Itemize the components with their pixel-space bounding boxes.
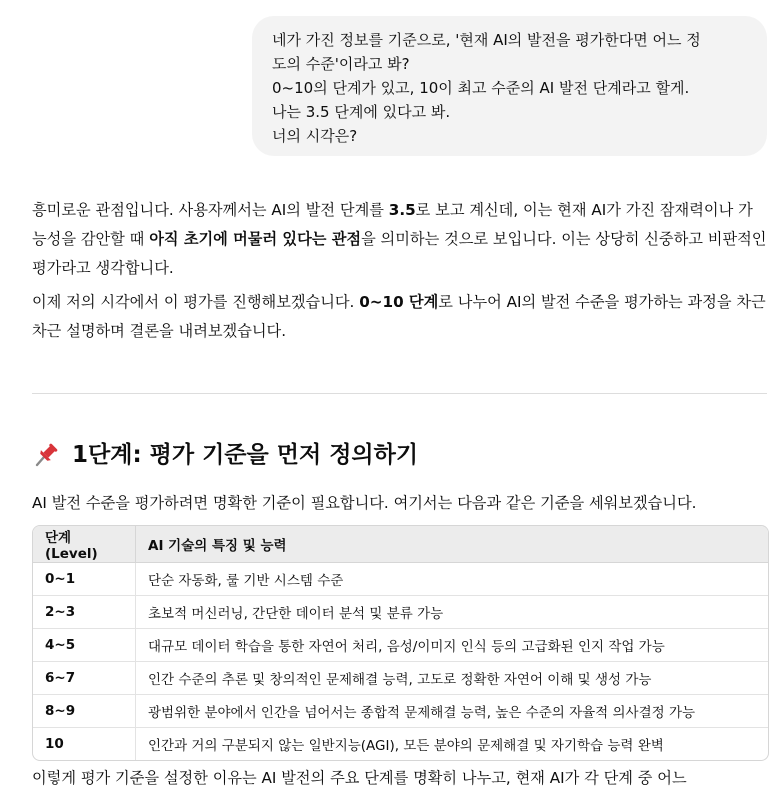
section-divider [32,393,767,394]
table-cell-description: 인간 수준의 추론 및 창의적인 문제해결 능력, 고도로 정확한 자연어 이해 및 생성 가능 [136,662,769,695]
user-message-line: 네가 가진 정보를 기준으로, '현재 AI의 발전을 평가한다면 어느 정 [272,31,701,49]
table-row [33,563,768,596]
table-row [33,662,768,695]
response-paragraph-1: 흥미로운 관점입니다. 사용자께서는 AI의 발전 단계를 3.5로 보고 계신데, 이는 현재 AI가 가진 잠재력이나 가능성을 감안할 때 아직 초기에 머물러 있다는 관점을 의미하는 것으로 보입니다. 이는 상당히 신중하고 비판적인 평가라고 생각합니다. [32,201,767,277]
table-intro-text: AI 발전 수준을 평가하려면 명확한 기준이 필요합니다. 여기서는 다음과 같은 기준을 세워보겠습니다. [32,494,697,512]
table-header-features: AI 기술의 특징 및 능력 [136,526,769,563]
table-cell-level: 10 [33,728,136,761]
table-row [33,695,768,728]
table-cell-description: 초보적 머신러닝, 간단한 데이터 분석 및 분류 가능 [136,596,769,629]
table-cell-level: 4~5 [33,629,136,662]
table-outro-text: 이렇게 평가 기준을 설정한 이유는 AI 발전의 주요 단계를 명확히 나누고, 현재 AI가 각 단계 중 어느 [32,769,687,787]
table-row [33,596,768,629]
table-cell-level: 2~3 [33,596,136,629]
table-cell-level: 0~1 [33,563,136,596]
pushpin-icon [32,441,60,469]
table-row [33,728,768,761]
table-cell-description: 단순 자동화, 룰 기반 시스템 수준 [136,563,769,596]
table-cell-description: 대규모 데이터 학습을 통한 자연어 처리, 음성/이미지 인식 등의 고급화된 인지 작업 가능 [136,629,769,662]
table-cell-description: 광범위한 분야에서 인간을 넘어서는 종합적 문제해결 능력, 높은 수준의 자율적 의사결정 가능 [136,695,769,728]
bold-text: 아직 초기에 머물러 있다는 관점 [149,230,362,248]
section-heading-text: 1단계: 평가 기준을 먼저 정의하기 [72,442,419,468]
table-cell-level: 8~9 [33,695,136,728]
user-message-line: 도의 수준'이라고 봐? [272,55,410,73]
table-row [33,629,768,662]
table-cell-description: 인간과 거의 구분되지 않는 일반지능(AGI), 모든 분야의 문제해결 및 자기학습 능력 완벽 [148,738,664,754]
user-message-bubble [252,16,767,156]
bold-text: 3.5 [388,201,416,219]
table-cell-level: 6~7 [33,662,136,695]
section-heading [32,438,418,472]
user-message-line: 너의 시각은? [272,127,358,145]
assistant-response [32,196,767,351]
bold-text: 0~10 단계 [359,293,439,311]
user-message-line: 0~10의 단계가 있고, 10이 최고 수준의 AI 발전 단계라고 할게. [272,79,690,97]
table-header-row [33,526,768,563]
table-header-level: 단계 (Level) [33,526,136,563]
level-table [32,525,769,761]
response-paragraph-2: 이제 저의 시각에서 이 평가를 진행해보겠습니다. 0~10 단계로 나누어 AI의 발전 수준을 평가하는 과정을 차근차근 설명하며 결론을 내려보겠습니다. [32,293,766,340]
user-message-line: 나는 3.5 단계에 있다고 봐. [272,103,451,121]
